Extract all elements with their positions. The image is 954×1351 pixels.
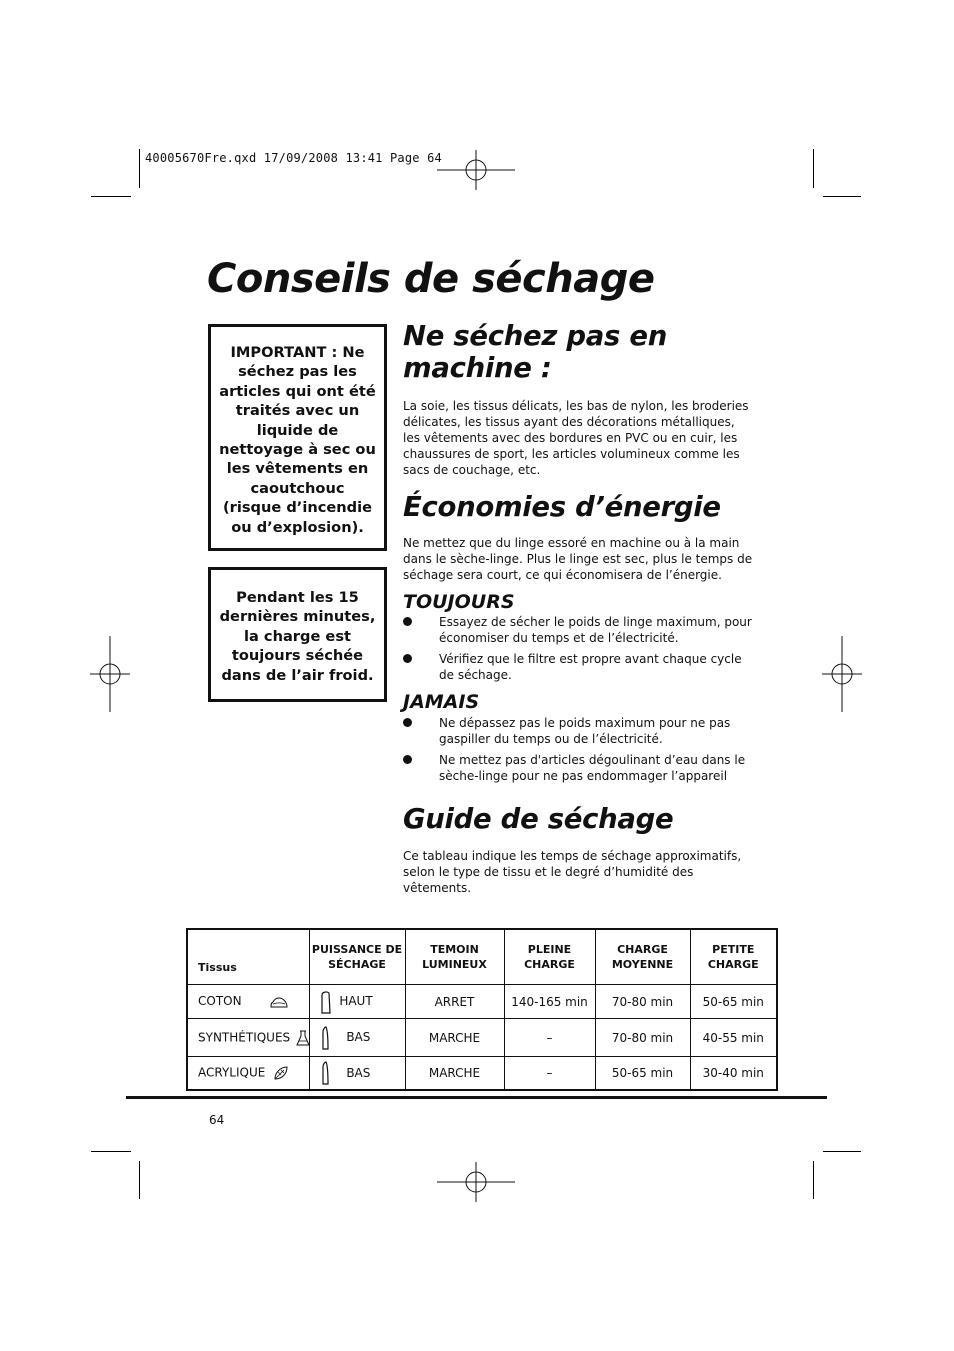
power-cell: HAUT bbox=[309, 985, 405, 1019]
list-item: Ne dépassez pas le poids maximum pour ne pas gaspiller du temps ou de l’électricité. bbox=[403, 715, 753, 747]
drying-guide-section bbox=[403, 803, 753, 896]
important-warning-box bbox=[208, 324, 387, 551]
fabric-cell: COTON bbox=[187, 985, 309, 1019]
cool-down-note-box bbox=[208, 567, 387, 702]
medium-load-cell: 50-65 min bbox=[595, 1057, 690, 1091]
do-not-dry-heading: Ne séchez pas en machine : bbox=[403, 320, 667, 384]
crop-mark bbox=[813, 149, 814, 188]
bullet-icon bbox=[403, 654, 412, 663]
list-item: Essayez de sécher le poids de linge maximum, pour économiser du temps et de l’électricité. bbox=[403, 614, 753, 646]
bullet-icon bbox=[403, 718, 412, 727]
file-slug: 40005670Fre.qxd 17/09/2008 13:41 Page 64 bbox=[145, 151, 442, 165]
crop-mark bbox=[139, 1161, 140, 1199]
always-heading: TOUJOURS bbox=[403, 591, 515, 613]
column-header: PLEINE CHARGE bbox=[504, 929, 595, 985]
page-title: Conseils de séchage bbox=[207, 256, 655, 302]
table-header-row bbox=[187, 929, 777, 985]
crop-mark bbox=[139, 149, 140, 188]
column-header: TEMOIN LUMINEUX bbox=[405, 929, 504, 985]
crop-mark bbox=[813, 1161, 814, 1199]
full-load-cell: 140-165 min bbox=[504, 985, 595, 1019]
energy-text: Ne mettez que du linge essoré en machine ou à la main dans le sèche-linge. Plus le linge est sec, plus le temps de séchage sera court, ce qui économisera de l’énergie. bbox=[403, 536, 753, 582]
table-row bbox=[187, 1057, 777, 1091]
full-load-cell: – bbox=[504, 1057, 595, 1091]
important-warning-text: IMPORTANT : Ne séchez pas les articles qui ont été traités avec un liquide de nettoyage à sec ou les vêtements en caoutchouc (risque d’incendie ou d’explosion). bbox=[219, 344, 376, 536]
list-item: Vérifiez que le filtre est propre avant chaque cycle de séchage. bbox=[403, 651, 753, 683]
crop-mark bbox=[823, 1151, 861, 1152]
never-list bbox=[403, 715, 753, 784]
registration-mark-icon bbox=[437, 148, 517, 192]
fabric-cell: ACRYLIQUE bbox=[187, 1057, 309, 1091]
footer-rule bbox=[126, 1096, 827, 1099]
column-header: CHARGE MOYENNE bbox=[595, 929, 690, 985]
full-load-cell: – bbox=[504, 1019, 595, 1057]
light-cell: ARRET bbox=[405, 985, 504, 1019]
small-load-cell: 50-65 min bbox=[690, 985, 777, 1019]
low-heat-icon bbox=[320, 1026, 332, 1050]
list-item: Ne mettez pas d'articles dégoulinant d’eau dans le sèche-linge pour ne pas endommager l’appareil bbox=[403, 752, 753, 784]
light-cell: MARCHE bbox=[405, 1019, 504, 1057]
column-header: PUISSANCE DE SÉCHAGE bbox=[309, 929, 405, 985]
power-cell: BAS bbox=[309, 1019, 405, 1057]
fabric-cell: SYNTHÉTIQUES bbox=[187, 1019, 309, 1057]
acrylic-care-icon bbox=[273, 1065, 289, 1081]
crop-mark bbox=[91, 196, 131, 197]
bullet-icon bbox=[403, 617, 412, 626]
drying-guide-text: Ce tableau indique les temps de séchage approximatifs, selon le type de tissu et le degré d’humidité des vêtements. bbox=[403, 849, 742, 895]
never-heading: JAMAIS bbox=[403, 691, 480, 713]
drying-guide-table bbox=[186, 928, 778, 1091]
small-load-cell: 30-40 min bbox=[690, 1057, 777, 1091]
small-load-cell: 40-55 min bbox=[690, 1019, 777, 1057]
registration-mark-icon bbox=[90, 636, 132, 712]
do-not-dry-section bbox=[403, 320, 753, 478]
page-number: 64 bbox=[209, 1113, 225, 1127]
registration-mark-icon bbox=[822, 636, 864, 712]
table-row bbox=[187, 1019, 777, 1057]
cool-down-note-text: Pendant les 15 dernières minutes, la charge est toujours séchée dans de l’air froid. bbox=[219, 589, 376, 684]
energy-heading: Économies d’énergie bbox=[403, 491, 721, 523]
crop-mark bbox=[823, 196, 861, 197]
always-list bbox=[403, 614, 753, 683]
medium-load-cell: 70-80 min bbox=[595, 985, 690, 1019]
column-header: PETITE CHARGE bbox=[690, 929, 777, 985]
energy-section bbox=[403, 491, 753, 789]
low-heat-icon bbox=[320, 1061, 332, 1085]
bullet-icon bbox=[403, 755, 412, 764]
synthetic-care-icon bbox=[296, 1030, 310, 1046]
cotton-care-icon bbox=[269, 995, 289, 1009]
do-not-dry-text: La soie, les tissus délicats, les bas de nylon, les broderies délicates, les tissus ayant des décorations métalliques, les vêtements avec des bordures en PVC ou en cuir, les chaussures de sport, les articles volumineux comme les sacs de couchage, etc. bbox=[403, 399, 749, 477]
power-cell: BAS bbox=[309, 1057, 405, 1091]
light-cell: MARCHE bbox=[405, 1057, 504, 1091]
drying-guide-heading: Guide de séchage bbox=[403, 803, 674, 835]
crop-mark bbox=[91, 1151, 131, 1152]
high-heat-icon bbox=[320, 990, 332, 1014]
registration-mark-icon bbox=[437, 1160, 517, 1204]
column-header: Tissus bbox=[187, 929, 309, 985]
table-row bbox=[187, 985, 777, 1019]
medium-load-cell: 70-80 min bbox=[595, 1019, 690, 1057]
